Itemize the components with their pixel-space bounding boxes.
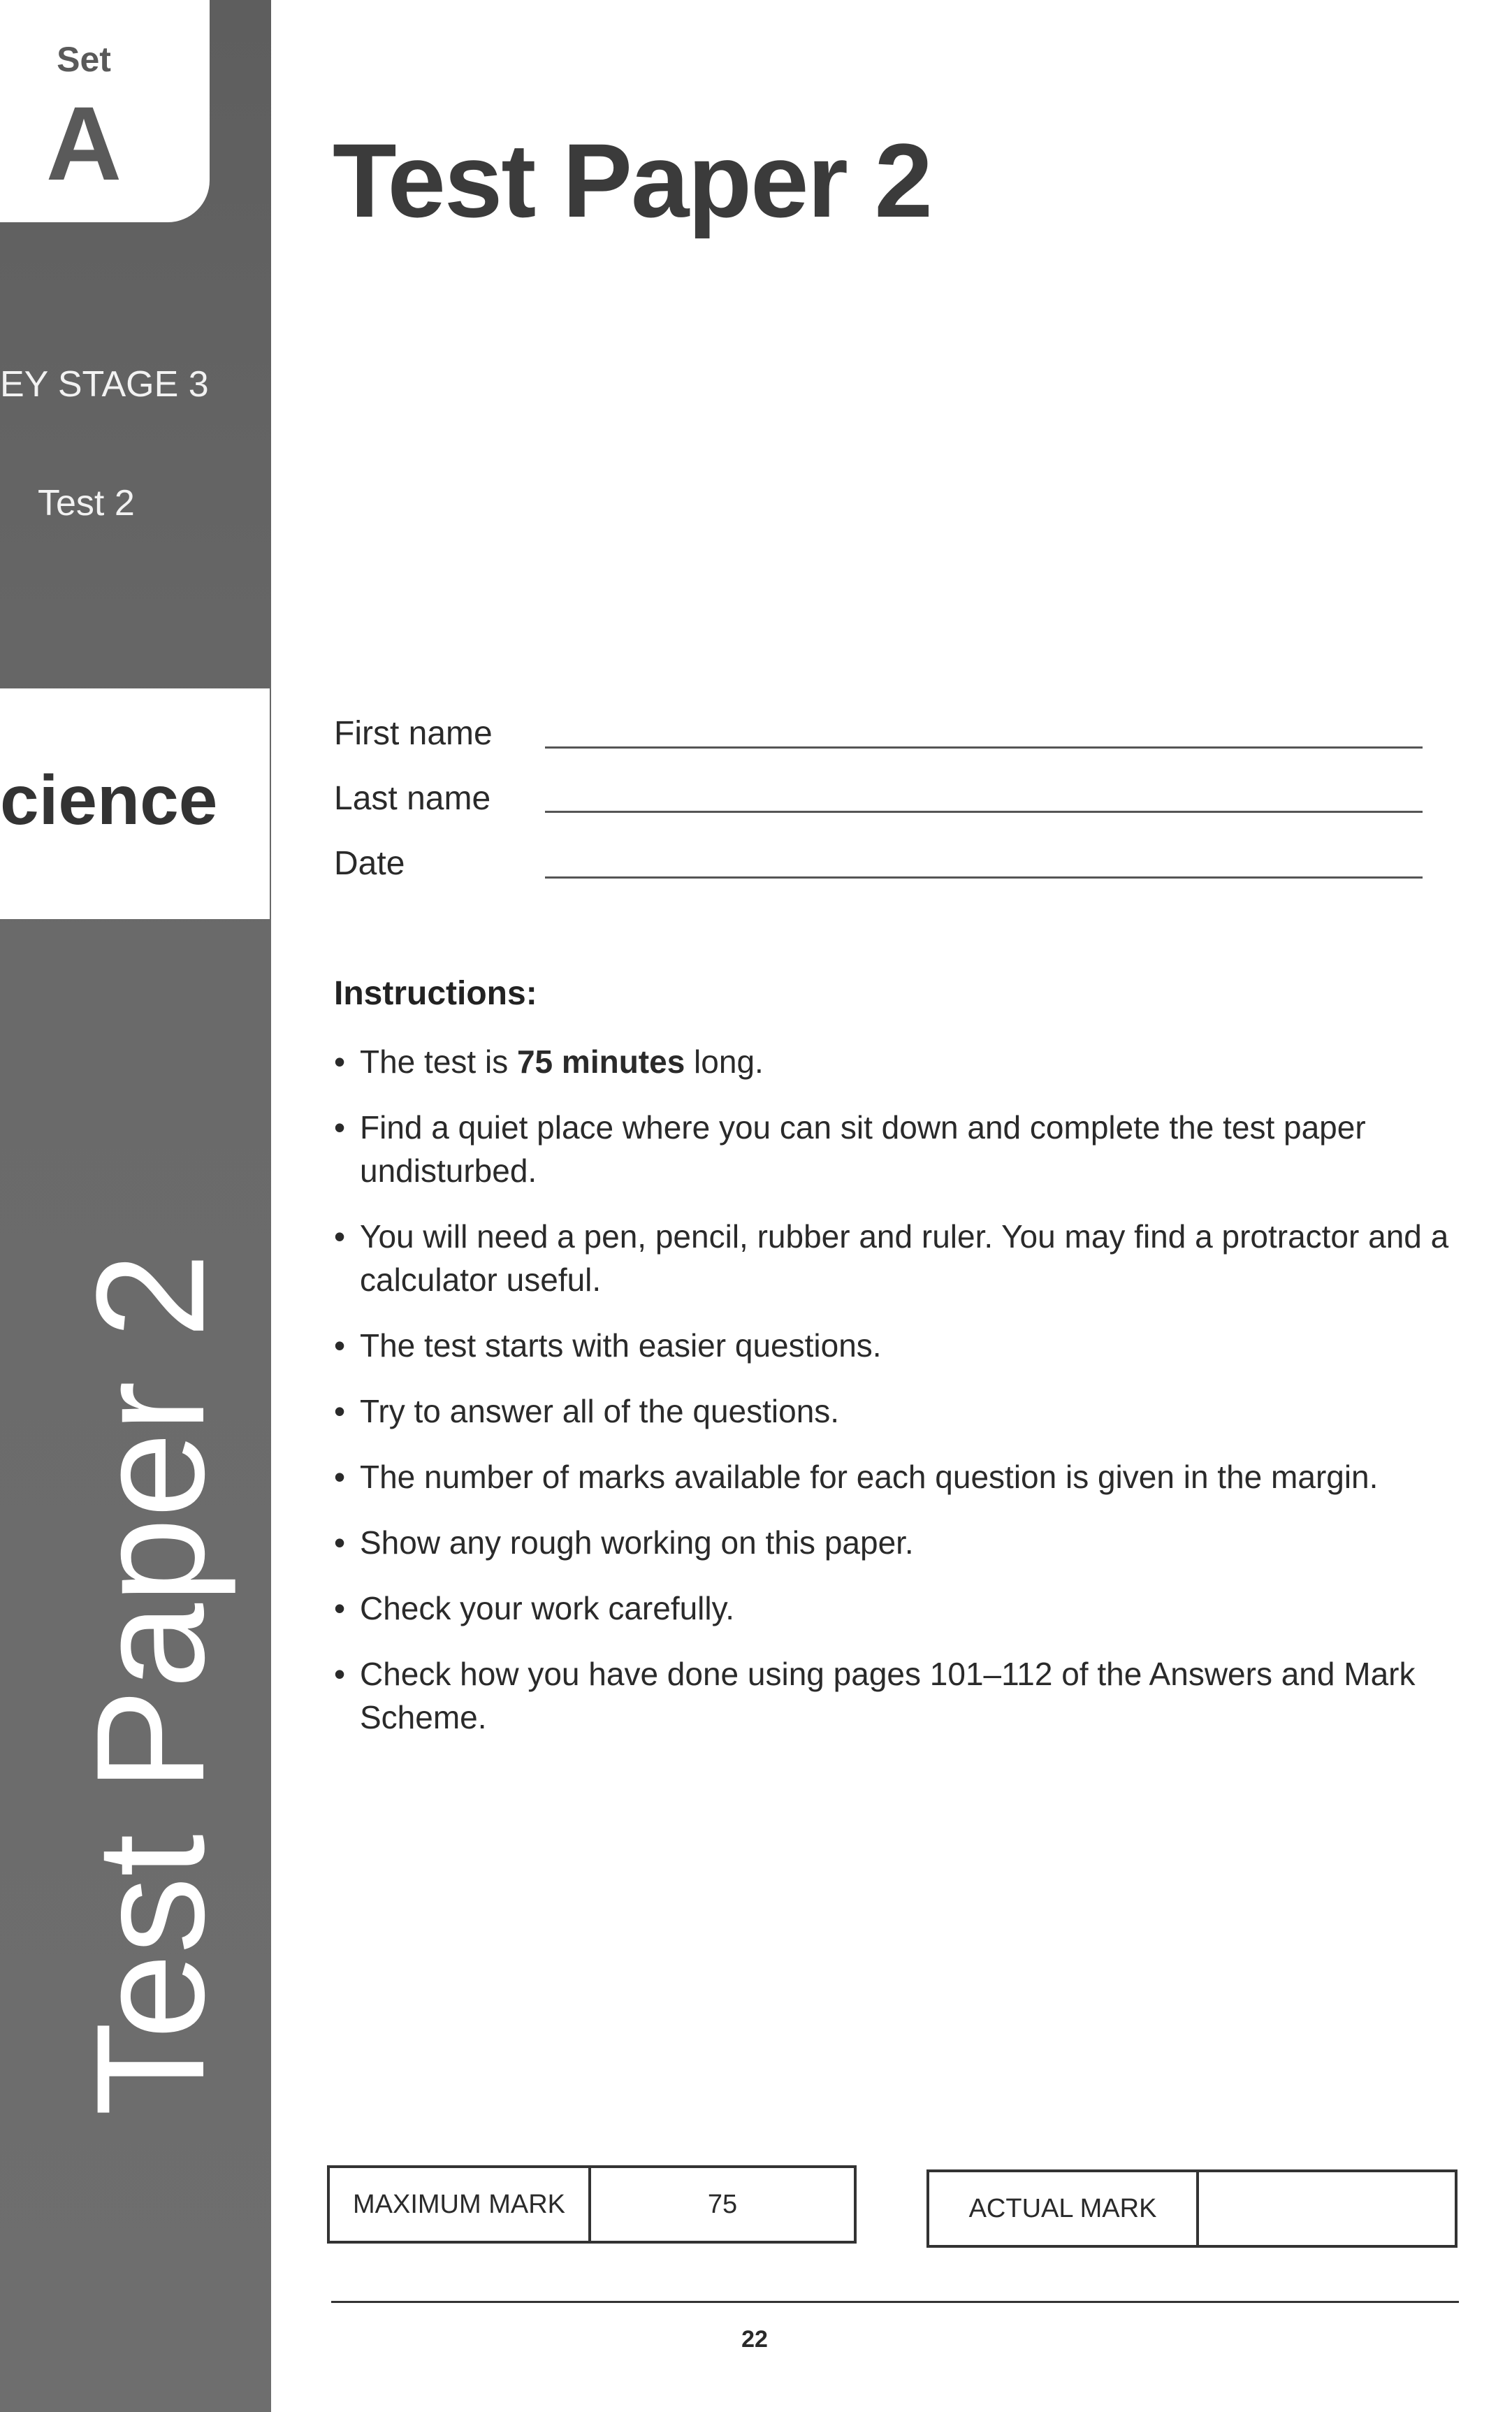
bullet-icon: •	[334, 1524, 346, 1561]
list-item	[334, 1106, 1480, 1192]
bullet-icon: •	[334, 1459, 346, 1495]
instruction-bold: 75 minutes	[516, 1043, 685, 1080]
actual-mark-input[interactable]	[1199, 2172, 1455, 2245]
instruction-text: Find a quiet place where you can sit down and complete the test paper undisturbed.	[360, 1109, 1366, 1189]
instruction-text: The test is	[360, 1043, 517, 1080]
maximum-mark-label: MAXIMUM MARK	[330, 2168, 591, 2241]
set-letter: A	[45, 85, 122, 202]
bullet-icon: •	[334, 1218, 346, 1255]
set-tab	[0, 0, 210, 222]
bullet-icon: •	[334, 1590, 346, 1626]
instruction-text: long.	[685, 1043, 764, 1080]
footer-divider	[331, 2301, 1459, 2303]
maximum-mark-value: 75	[707, 2189, 738, 2219]
list-item	[334, 1587, 1480, 1630]
instruction-text: The number of marks available for each question is given in the margin.	[360, 1459, 1379, 1495]
date-label: Date	[334, 845, 405, 882]
last-name-label: Last name	[334, 780, 491, 817]
maximum-mark-box	[327, 2165, 857, 2244]
test-number-label: Test 2	[38, 483, 135, 523]
instruction-text: The test starts with easier questions.	[360, 1327, 882, 1364]
bullet-icon: •	[334, 1043, 346, 1080]
bullet-icon: •	[334, 1656, 346, 1692]
actual-mark-box	[926, 2169, 1458, 2248]
instruction-text: Check your work carefully.	[360, 1590, 734, 1626]
page-title: Test Paper 2	[333, 122, 931, 239]
instructions-heading: Instructions:	[334, 975, 537, 1012]
instruction-text: Try to answer all of the questions.	[360, 1393, 840, 1429]
bullet-icon: •	[334, 1327, 346, 1364]
first-name-label: First name	[334, 715, 493, 752]
list-item	[334, 1324, 1480, 1367]
list-item	[334, 1389, 1480, 1433]
last-name-line[interactable]	[545, 811, 1423, 813]
subject-label: cience	[0, 761, 218, 839]
list-item	[334, 1040, 1480, 1083]
first-name-line[interactable]	[545, 746, 1423, 749]
instruction-text: Check how you have done using pages 101–112 of the Answers and Mark Scheme.	[360, 1656, 1416, 1735]
list-item	[334, 1652, 1480, 1739]
date-line[interactable]	[545, 876, 1423, 879]
key-stage-label: EY STAGE 3	[0, 364, 209, 405]
page-number: 22	[741, 2326, 768, 2353]
set-label: Set	[57, 40, 111, 79]
actual-mark-label: ACTUAL MARK	[929, 2172, 1199, 2245]
instruction-text: You will need a pen, pencil, rubber and ruler. You may find a protractor and a calculator useful.	[360, 1218, 1449, 1298]
list-item	[334, 1521, 1480, 1564]
sidebar	[0, 0, 271, 2412]
list-item	[334, 1455, 1480, 1499]
bullet-icon: •	[334, 1109, 346, 1146]
vertical-title: Test Paper 2	[64, 1252, 236, 2116]
bullet-icon: •	[334, 1393, 346, 1429]
instructions-list	[334, 1040, 1480, 1761]
instruction-text: Show any rough working on this paper.	[360, 1524, 914, 1561]
list-item	[334, 1215, 1480, 1301]
